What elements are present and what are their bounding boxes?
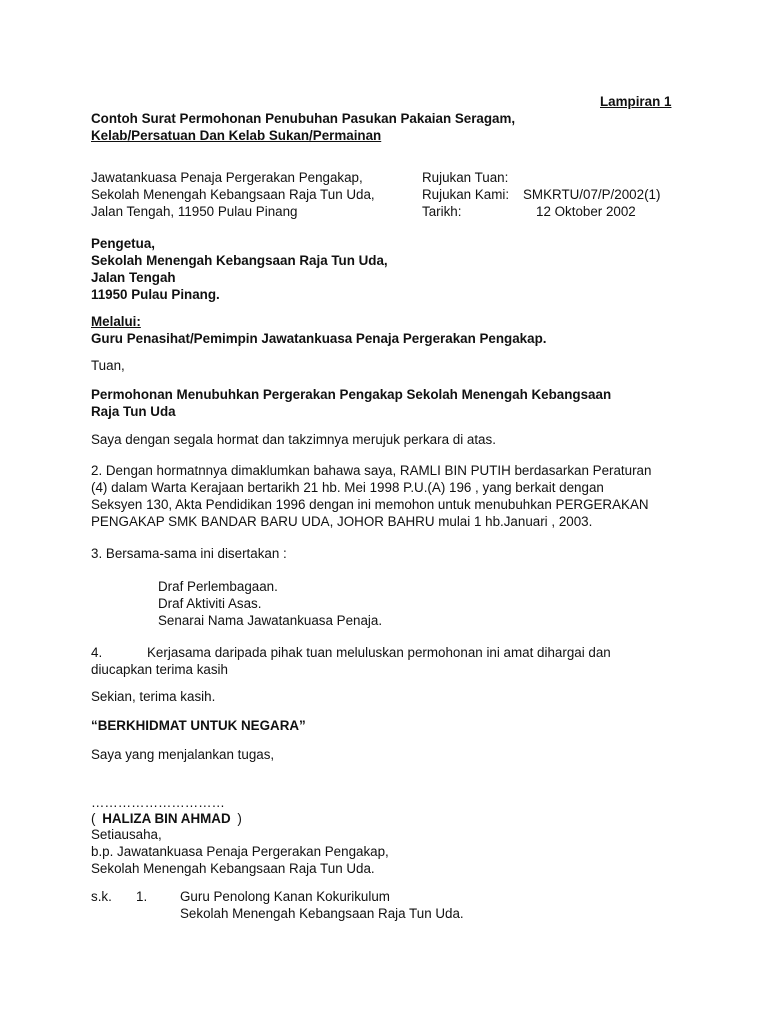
paragraph-2-line: 2. Dengan hormatnnya dimaklumkan bahawa saya, RAMLI BIN PUTIH berdasarkan Peraturan [91, 463, 652, 478]
signer-detail-line: b.p. Jawatankuasa Penaja Pergerakan Pengakap, [91, 844, 389, 859]
recipient-line: Sekolah Menengah Kebangsaan Raja Tun Uda, [91, 253, 388, 268]
sender-address [91, 169, 375, 220]
via-text: Guru Penasihat/Pemimpin Jawatankuasa Penaja Pergerakan Pengakap. [91, 331, 547, 346]
reference-labels [422, 169, 509, 220]
rujukan-tuan-label: Rujukan Tuan: [422, 170, 509, 185]
rujukan-tuan-value [523, 169, 660, 186]
paragraph-2-line: (4) dalam Warta Kerajaan bertarikh 21 hb. Mei 1998 P.U.(A) 196 , yang berkait dengan [91, 480, 604, 495]
paragraph-2-line: PENGAKAP SMK BANDAR BARU UDA, JOHOR BAHRU mulai 1 hb.Januari , 2003. [91, 514, 593, 529]
appendix-label: Lampiran 1 [600, 94, 672, 109]
tarikh-value: 12 Oktober 2002 [536, 204, 636, 219]
sender-line: Sekolah Menengah Kebangsaan Raja Tun Uda, [91, 187, 375, 202]
paragraph-2 [91, 462, 651, 530]
cc-line: Sekolah Menengah Kebangsaan Raja Tun Uda. [180, 906, 464, 921]
paragraph-4-line-1: Kerjasama daripada pihak tuan meluluskan permohonan ini amat dihargai dan [147, 645, 611, 660]
subject-line: Permohonan Menubuhkan Pergerakan Pengakap Sekolah Menengah Kebangsaan [91, 387, 612, 402]
subject-line: Raja Tun Uda [91, 404, 176, 419]
letter-title [91, 110, 515, 144]
via-label: Melalui: [91, 314, 141, 329]
paragraph-1: Saya dengan segala hormat dan takzimnya merujuk perkara di atas. [91, 432, 496, 447]
paragraph-2-line: Seksyen 130, Akta Pendidikan 1996 dengan ini memohon untuk menubuhkan PERGERAKAN [91, 497, 649, 512]
attachment-item: Senarai Nama Jawatankuasa Penaja. [158, 613, 383, 628]
signer-name: HALIZA BIN AHMAD [102, 811, 231, 826]
signer-close-paren: ) [233, 811, 242, 826]
sender-line: Jawatankuasa Penaja Pergerakan Pengakap, [91, 170, 363, 185]
cc-line: Guru Penolong Kanan Kokurikulum [180, 889, 390, 904]
recipient-line: Jalan Tengah [91, 270, 176, 285]
title-line-1: Contoh Surat Permohonan Penubuhan Pasukan Pakaian Seragam, [91, 111, 516, 126]
tarikh-label: Tarikh: [422, 204, 462, 219]
signer-detail-line: Sekolah Menengah Kebangsaan Raja Tun Uda. [91, 861, 375, 876]
sender-line: Jalan Tengah, 11950 Pulau Pinang [91, 204, 298, 219]
recipient-line: Pengetua, [91, 236, 155, 251]
paragraph-4-line-2: diucapkan terima kasih [91, 662, 228, 677]
title-line-2: Kelab/Persatuan Dan Kelab Sukan/Permainan [91, 128, 382, 143]
paragraph-3-intro: 3. Bersama-sama ini disertakan : [91, 546, 287, 561]
subject [91, 386, 611, 420]
signer-detail-line: Setiausaha, [91, 827, 162, 842]
closing-text: Sekian, terima kasih. [91, 689, 216, 704]
signer-name-line [91, 810, 242, 827]
motto: “BERKHIDMAT UNTUK NEGARA” [91, 718, 306, 733]
attachment-item: Draf Aktiviti Asas. [158, 596, 262, 611]
sign-off: Saya yang menjalankan tugas, [91, 747, 275, 762]
attachment-item: Draf Perlembagaan. [158, 579, 278, 594]
signer-details [91, 826, 389, 877]
rujukan-kami-value: SMKRTU/07/P/2002(1) [523, 187, 661, 202]
recipient-line: 11950 Pulau Pinang. [91, 287, 220, 302]
cc-label: s.k. [91, 889, 112, 904]
salutation: Tuan, [91, 358, 125, 373]
rujukan-kami-label: Rujukan Kami: [422, 187, 510, 202]
cc-recipient [180, 888, 464, 922]
paragraph-4-number: 4. [91, 645, 103, 660]
signature-line: ………………………… [91, 795, 225, 810]
signer-open-paren: ( [91, 811, 100, 826]
reference-values [523, 169, 660, 220]
via-section [91, 313, 546, 347]
recipient-address [91, 235, 388, 303]
attachment-list [158, 578, 382, 629]
cc-number: 1. [136, 889, 148, 904]
